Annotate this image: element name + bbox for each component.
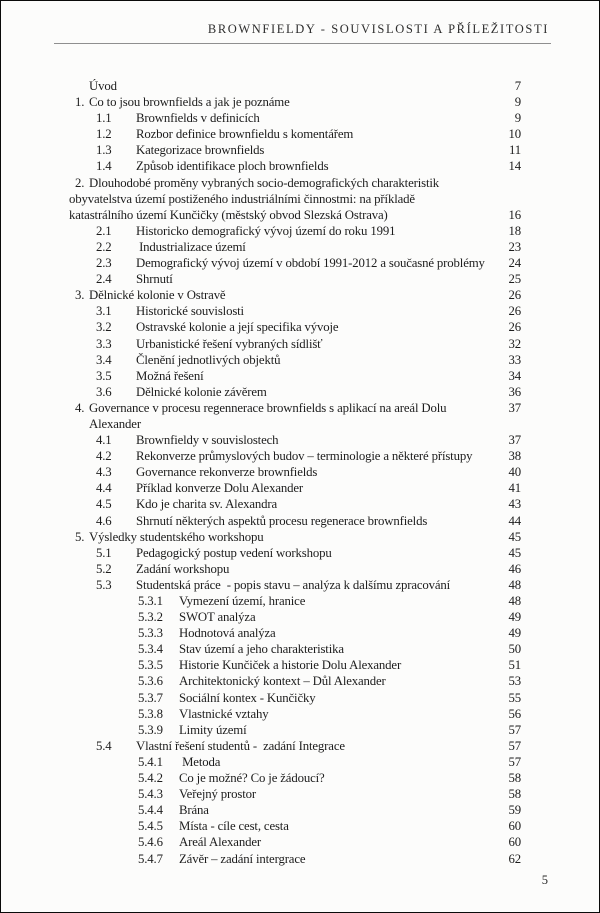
toc-entry-page: 57 <box>508 722 521 737</box>
toc-entry-title: obyvatelstva území postiženého industriálními činnostmi: na příkladě <box>69 191 415 206</box>
toc-entry-title: Kategorizace brownfields <box>136 143 265 158</box>
toc-entry-number: 3.1 <box>96 304 112 319</box>
toc-entry <box>69 287 521 303</box>
toc-entry-title: Pedagogický postup vedení workshopu <box>136 545 332 560</box>
toc-entry-page: 23 <box>508 239 521 254</box>
toc-entry-line <box>69 191 521 207</box>
toc-entry-number: 2.4 <box>96 272 112 287</box>
toc-entry-number: 5.4.4 <box>138 803 163 818</box>
toc-entry <box>69 786 521 802</box>
toc-entry-title: Možná řešení <box>136 368 204 383</box>
toc-entry-title: Demografický vývoj území v období 1991-2012 a současné problémy <box>136 256 485 271</box>
toc-entry-page: 46 <box>508 561 521 576</box>
toc-entry-number: 2. <box>75 175 85 190</box>
toc-entry-number: 4.4 <box>96 481 112 496</box>
toc-entry <box>69 657 521 673</box>
toc-entry-title: Historie Kunčiček a historie Dolu Alexander <box>179 658 402 673</box>
toc-entry-number: 1.3 <box>96 143 112 158</box>
toc-entry <box>69 496 521 512</box>
toc-entry-number: 5.4.5 <box>138 819 163 834</box>
toc-entry-title: Příklad konverze Dolu Alexander <box>136 481 303 496</box>
toc-entry-title: SWOT analýza <box>179 610 256 625</box>
page-number: 5 <box>541 873 548 887</box>
toc-entry <box>69 271 521 287</box>
toc-entry <box>69 818 521 834</box>
toc-entry-title: Kdo je charita sv. Alexandra <box>136 497 278 512</box>
toc-entry-page: 16 <box>508 207 521 222</box>
toc-entry-page: 58 <box>508 771 521 786</box>
toc-entry-title: Závěr – zadání intergrace <box>179 851 306 866</box>
toc-entry-title: Studentská práce - popis stavu – analýza k dalšímu zpracování <box>136 577 451 592</box>
toc-entry <box>69 722 521 738</box>
toc-entry-page: 37 <box>508 433 521 448</box>
toc-entry-number: 5.1 <box>96 545 112 560</box>
toc-entry-page: 18 <box>508 223 521 238</box>
toc-entry-title: Metoda <box>179 754 221 769</box>
toc-entry-page: 26 <box>508 304 521 319</box>
toc-entry-number: 4.5 <box>96 497 112 512</box>
toc-entry <box>69 223 521 239</box>
toc-entry-title: Governance v procesu regennerace brownfields s aplikací na areál Dolu Alexander <box>89 400 449 431</box>
toc-entry-number: 5. <box>75 529 85 544</box>
toc-entry-page: 62 <box>508 851 521 866</box>
toc-entry-title: Dlouhodobé proměny vybraných socio-demografických charakteristik <box>89 175 440 190</box>
toc-entry-title: Veřejný prostor <box>179 787 256 802</box>
toc-entry-title: Vlastnické vztahy <box>179 706 269 721</box>
toc-entry-title: Urbanistické řešení vybraných sídlišť <box>136 336 323 351</box>
toc-entry-number: 1. <box>75 95 85 110</box>
toc-entry-page: 40 <box>508 465 521 480</box>
toc-entry-title: Industrializace území <box>136 239 246 254</box>
toc-entry-page: 9 <box>514 95 521 110</box>
toc-entry-title: Governance rekonverze brownfields <box>136 465 318 480</box>
toc-entry-title: Brownfieldy v souvislostech <box>136 433 279 448</box>
toc-entry <box>69 851 521 867</box>
toc-entry-number: 4.6 <box>96 513 112 528</box>
toc-entry-number: 5.3.2 <box>138 610 163 625</box>
header-rule-divider <box>54 43 551 44</box>
toc-entry-page: 33 <box>508 352 521 367</box>
toc-entry <box>69 255 521 271</box>
toc-entry-number: 5.3.3 <box>138 626 163 641</box>
table-of-contents <box>69 78 521 867</box>
toc-entry-page: 36 <box>508 384 521 399</box>
toc-entry-page: 26 <box>508 288 521 303</box>
toc-entry-page: 32 <box>508 336 521 351</box>
toc-entry-number: 4.2 <box>96 449 112 464</box>
toc-entry-title: Rekonverze průmyslových budov – terminologie a některé přístupy <box>136 449 473 464</box>
running-header: BROWNFIELDY - SOUVISLOSTI A PŘÍLEŽITOSTI <box>207 22 549 36</box>
toc-entry <box>69 126 521 142</box>
toc-entry-page: 60 <box>508 835 521 850</box>
toc-entry <box>69 738 521 754</box>
toc-entry <box>69 384 521 400</box>
toc-entry-title: Stav území a jeho charakteristika <box>179 642 344 657</box>
toc-entry-title: Brownfields v definicích <box>136 111 260 126</box>
toc-entry-number: 5.4.6 <box>138 835 163 850</box>
toc-entry <box>69 770 521 786</box>
toc-entry-number: 1.1 <box>96 111 112 126</box>
toc-entry-page: 11 <box>508 143 521 158</box>
toc-entry-title: Dělnické kolonie závěrem <box>136 384 267 399</box>
toc-entry-page: 24 <box>508 256 521 271</box>
toc-entry-page: 55 <box>508 690 521 705</box>
toc-entry-title: Sociální kontex - Kunčičky <box>179 690 316 705</box>
toc-entry <box>69 336 521 352</box>
toc-entry-page: 25 <box>508 272 521 287</box>
toc-entry-number: 5.3.8 <box>138 706 163 721</box>
toc-entry-title: Co to jsou brownfields a jak je poznáme <box>89 95 290 110</box>
toc-entry-page: 48 <box>508 594 521 608</box>
toc-entry <box>69 834 521 850</box>
toc-entry <box>69 625 521 641</box>
toc-entry-title: Zadání workshopu <box>136 561 230 576</box>
toc-entry-page: 45 <box>508 529 521 544</box>
toc-entry-page: 57 <box>508 738 521 753</box>
toc-entry-number: 5.2 <box>96 561 112 576</box>
toc-entry <box>69 432 521 448</box>
toc-entry-page: 51 <box>508 658 521 673</box>
toc-entry <box>69 545 521 561</box>
toc-entry <box>69 593 521 609</box>
toc-entry-title: Limity území <box>179 722 247 737</box>
toc-entry-page: 49 <box>508 610 521 625</box>
toc-entry <box>69 641 521 657</box>
toc-entry <box>69 706 521 722</box>
toc-entry <box>69 561 521 577</box>
toc-entry <box>69 78 521 94</box>
toc-entry-title: Místa - cíle cest, cesta <box>179 819 289 834</box>
toc-entry-number: 3.4 <box>96 352 112 367</box>
toc-entry-page: 49 <box>508 626 521 641</box>
toc-entry-page: 48 <box>508 577 521 592</box>
toc-entry-page: 41 <box>508 481 521 496</box>
toc-entry-number: 1.4 <box>96 159 112 174</box>
toc-entry-page: 38 <box>508 449 521 464</box>
toc-entry <box>69 239 521 255</box>
toc-entry-title: Co je možné? Co je žádoucí? <box>179 771 325 786</box>
toc-entry-number: 3. <box>75 288 85 303</box>
toc-entry-title: Areál Alexander <box>179 835 261 850</box>
toc-entry-number: 5.4 <box>96 738 112 753</box>
toc-entry-number: 5.3.4 <box>138 642 163 657</box>
toc-entry <box>69 802 521 818</box>
toc-entry <box>69 529 521 545</box>
toc-entry <box>69 480 521 496</box>
toc-entry <box>69 110 521 126</box>
toc-entry-number: 5.4.7 <box>138 851 163 866</box>
toc-entry-title: Vlastní řešení studentů - zadání Integrace <box>136 738 345 753</box>
toc-entry-title: Vymezení území, hranice <box>179 594 306 608</box>
toc-entry-page: 56 <box>508 706 521 721</box>
toc-entry-line <box>69 175 521 191</box>
toc-entry-title: Shrnutí <box>136 272 173 287</box>
toc-entry-page: 14 <box>508 159 521 174</box>
toc-entry-number: 1.2 <box>96 127 112 142</box>
toc-entry-number: 2.3 <box>96 256 112 271</box>
toc-entry-number: 3.3 <box>96 336 112 351</box>
toc-entry <box>69 400 521 432</box>
toc-entry-line <box>69 207 521 223</box>
toc-entry <box>69 609 521 625</box>
toc-entry-number: 5.3.9 <box>138 722 163 737</box>
toc-entry <box>69 368 521 384</box>
toc-entry <box>69 754 521 770</box>
toc-entry <box>69 673 521 689</box>
toc-entry-number: 4.3 <box>96 465 112 480</box>
toc-entry-page: 9 <box>514 111 521 126</box>
toc-entry-page: 57 <box>508 754 521 769</box>
toc-entry-page: 58 <box>508 787 521 802</box>
toc-entry-title: Brána <box>179 803 209 818</box>
toc-entry <box>69 142 521 158</box>
toc-entry-number: 5.4.3 <box>138 787 163 802</box>
toc-entry-number: 5.4.1 <box>138 754 163 769</box>
toc-entry-page: 50 <box>508 642 521 657</box>
toc-entry <box>69 94 521 110</box>
toc-entry-number: 2.1 <box>96 223 112 238</box>
toc-entry-title: Rozbor definice brownfieldu s komentářem <box>136 127 354 142</box>
toc-entry-title: Hodnotová analýza <box>179 626 276 641</box>
toc-entry-title: Výsledky studentského workshopu <box>89 529 264 544</box>
toc-entry-title: Ostravské kolonie a její specifika vývoje <box>136 320 339 335</box>
toc-entry-page: 10 <box>508 127 521 142</box>
toc-entry-number: 5.3.5 <box>138 658 163 673</box>
toc-entry-number: 5.4.2 <box>138 771 163 786</box>
toc-entry-title: Úvod <box>89 79 117 93</box>
toc-entry-page: 44 <box>508 513 521 528</box>
toc-entry-number: 4.1 <box>96 433 112 448</box>
toc-entry-number: 4. <box>75 400 85 415</box>
toc-entry <box>69 158 521 174</box>
toc-entry <box>69 319 521 335</box>
toc-entry-title: Členění jednotlivých objektů <box>136 352 281 367</box>
toc-entry <box>69 448 521 464</box>
toc-entry-page: 59 <box>508 803 521 818</box>
toc-entry <box>69 303 521 319</box>
toc-entry <box>69 690 521 706</box>
toc-entry-page: 7 <box>514 79 521 93</box>
toc-entry-title: Způsob identifikace ploch brownfields <box>136 159 329 174</box>
toc-entry-page: 34 <box>508 368 521 383</box>
toc-entry-page: 26 <box>508 320 521 335</box>
toc-entry-number: 5.3.1 <box>138 594 163 608</box>
toc-entry-number: 5.3.7 <box>138 690 163 705</box>
toc-entry <box>69 513 521 529</box>
toc-entry-title: Shrnutí některých aspektů procesu regenerace brownfields <box>136 513 428 528</box>
toc-entry-number: 2.2 <box>96 239 112 254</box>
toc-entry-page: 43 <box>508 497 521 512</box>
toc-entry-page: 53 <box>508 674 521 689</box>
toc-entry-title: Historické souvislosti <box>136 304 244 319</box>
toc-entry <box>69 464 521 480</box>
toc-entry-title: Dělnické kolonie v Ostravě <box>89 288 226 303</box>
toc-entry-number: 5.3 <box>96 577 112 592</box>
toc-entry-number: 3.2 <box>96 320 112 335</box>
toc-entry-title: katastrálního území Kunčičky (městský obvod Slezská Ostrava) <box>69 207 388 222</box>
toc-entry <box>69 577 521 593</box>
toc-entry-page: 60 <box>508 819 521 834</box>
toc-entry <box>69 175 521 223</box>
toc-entry-number: 3.5 <box>96 368 112 383</box>
toc-entry-page: 37 <box>508 400 521 415</box>
toc-entry <box>69 352 521 368</box>
toc-entry-title: Architektonický kontext – Důl Alexander <box>179 674 386 689</box>
toc-entry-number: 5.3.6 <box>138 674 163 689</box>
toc-entry-title: Historicko demografický vývoj území do roku 1991 <box>136 223 396 238</box>
toc-entry-number: 3.6 <box>96 384 112 399</box>
toc-entry-page: 45 <box>508 545 521 560</box>
